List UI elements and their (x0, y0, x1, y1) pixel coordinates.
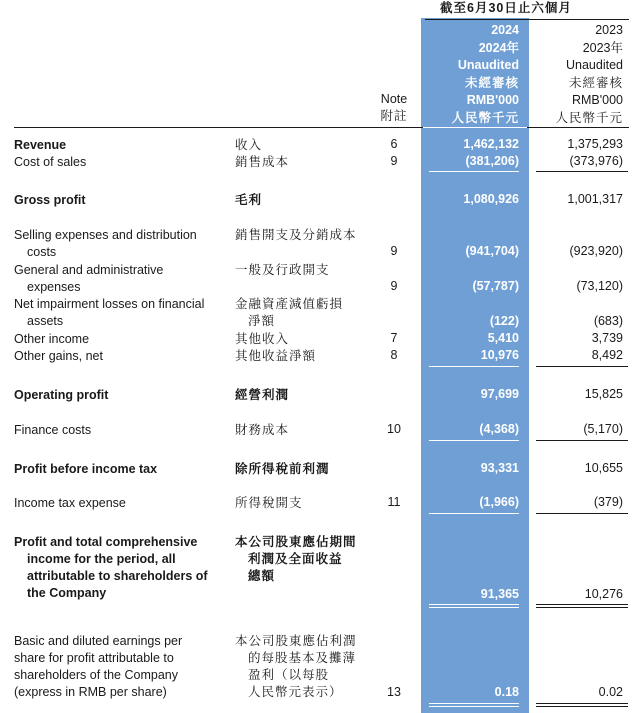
other-gains-2023: 8,492 (591, 348, 623, 362)
general-admin-label-line1: General and administrative (14, 263, 164, 277)
current-audit-status-zh: 未經審核 (464, 75, 519, 90)
eps-2023: 0.02 (598, 685, 623, 699)
income-tax-note: 11 (387, 495, 401, 509)
total-profit-label-line3: attributable to shareholders of (27, 569, 208, 583)
gross-profit-label-zh: 毛利 (235, 193, 263, 207)
other-income-2024: 5,410 (487, 331, 519, 345)
pbt-rule-2023 (536, 440, 628, 441)
other-income-label: Other income (14, 332, 90, 346)
total-rule-2023 (536, 513, 628, 514)
current-year: 2024 (491, 23, 519, 37)
impairment-label-line2: assets (27, 314, 64, 328)
income-tax-2023: (379) (593, 495, 623, 509)
note-header-zh: 附註 (380, 109, 408, 123)
note-header (372, 91, 416, 125)
cost-of-sales-2023: (373,976) (569, 154, 623, 168)
prior-audit-status: Unaudited (566, 58, 623, 72)
total-double-rule-2023-a (536, 604, 628, 605)
impairment-label-zh (235, 296, 343, 330)
eps-label-line1: Basic and diluted earnings per (14, 634, 183, 648)
finance-costs-2023: (5,170) (583, 422, 623, 436)
operating-profit-2023: 15,825 (584, 387, 623, 401)
prior-year: 2023 (595, 23, 623, 37)
total-rule-2024 (429, 513, 519, 514)
prior-period-header (527, 22, 623, 127)
prior-unit: RMB'000 (571, 93, 623, 107)
current-year-zh: 2024年 (478, 40, 519, 55)
revenue-2024: 1,462,132 (463, 137, 519, 151)
general-admin-label-zh: 一般及行政開支 (235, 263, 330, 277)
pbt-2024: 93,331 (480, 461, 519, 475)
selling-expenses-label (14, 227, 197, 261)
eps-label-line2: share for profit attributable to (14, 651, 174, 665)
eps-note: 13 (387, 685, 401, 699)
cost-of-sales-label-zh: 銷售成本 (235, 155, 290, 169)
other-gains-label-zh: 其他收益淨額 (235, 349, 317, 363)
general-admin-note: 9 (390, 279, 398, 293)
total-profit-label-zh (235, 534, 357, 585)
other-gains-label: Other gains, net (14, 349, 103, 363)
impairment-label (14, 296, 204, 330)
total-profit-2024: 91,365 (480, 587, 519, 601)
gross-profit-label: Gross profit (14, 193, 86, 207)
general-admin-2024: (57,787) (472, 279, 519, 293)
subtotal-rule-2023 (536, 171, 628, 172)
eps-label-zh-line3: 盈利（以每股 (248, 668, 330, 682)
cost-of-sales-note: 9 (390, 154, 398, 168)
current-audit-status: Unaudited (457, 58, 519, 72)
revenue-2023: 1,375,293 (567, 137, 623, 151)
operating-rule-2023 (536, 366, 628, 367)
eps-label-zh-line4: 人民幣元表示） (248, 685, 343, 699)
eps-2024: 0.18 (494, 685, 519, 699)
selling-expenses-2024: (941,704) (465, 244, 519, 258)
eps-label-zh-line2: 的每股基本及攤薄 (248, 651, 357, 665)
eps-label-line4: (express in RMB per share) (14, 685, 167, 699)
income-tax-label-zh: 所得稅開支 (235, 496, 303, 510)
general-admin-2023: (73,120) (576, 279, 623, 293)
period-heading: 截至6月30日止六個月 (440, 1, 572, 15)
other-gains-2024: 10,976 (480, 348, 519, 362)
operating-profit-2024: 97,699 (480, 387, 519, 401)
general-admin-label (14, 262, 163, 296)
other-income-note: 7 (390, 331, 398, 345)
total-profit-label-line2: income for the period, all (27, 552, 176, 566)
other-income-2023: 3,739 (591, 331, 623, 345)
eps-label (14, 633, 182, 701)
note-header-en: Note (380, 92, 408, 106)
impairment-2024: (122) (489, 314, 519, 328)
selling-expenses-label-line2: costs (27, 245, 57, 259)
impairment-label-zh-line1: 金融資產減值虧損 (235, 297, 344, 311)
total-profit-label (14, 534, 208, 602)
revenue-note: 6 (390, 137, 398, 151)
finance-costs-label-zh: 財務成本 (235, 423, 290, 437)
income-tax-label: Income tax expense (14, 496, 126, 510)
operating-profit-label: Operating profit (14, 388, 109, 402)
total-profit-label-zh-line3: 總額 (248, 569, 276, 583)
impairment-label-line1: Net impairment losses on financial (14, 297, 205, 311)
finance-costs-note: 10 (387, 422, 401, 436)
prior-year-zh: 2023年 (582, 40, 623, 55)
cost-of-sales-2024: (381,206) (465, 154, 519, 168)
eps-double-rule-2024-a (429, 703, 519, 704)
current-period-header (424, 22, 519, 127)
impairment-2023: (683) (593, 314, 623, 328)
finance-costs-label: Finance costs (14, 423, 92, 437)
header-rule (14, 127, 629, 128)
other-income-label-zh: 其他收入 (235, 332, 290, 346)
period-heading-rule (425, 19, 629, 20)
eps-label-zh (235, 633, 357, 701)
income-tax-2024: (1,966) (479, 495, 519, 509)
selling-expenses-label-line1: Selling expenses and distribution (14, 228, 197, 242)
eps-double-rule-2024-b (429, 706, 519, 707)
prior-audit-status-zh: 未經審核 (568, 75, 623, 90)
selling-expenses-2023: (923,920) (569, 244, 623, 258)
eps-label-zh-line1: 本公司股東應佔利潤 (235, 634, 357, 648)
current-unit: RMB'000 (466, 93, 519, 107)
total-double-rule-2024-b (429, 607, 519, 608)
total-profit-label-line4: the Company (27, 586, 107, 600)
eps-double-rule-2023-a (536, 703, 628, 704)
operating-rule-2024 (429, 366, 519, 367)
total-profit-label-zh-line2: 利潤及全面收益 (248, 552, 343, 566)
total-profit-2023: 10,276 (584, 587, 623, 601)
operating-profit-label-zh: 經營利潤 (235, 388, 290, 402)
revenue-label: Revenue (14, 138, 67, 152)
finance-costs-2024: (4,368) (479, 422, 519, 436)
pbt-label-zh: 除所得稅前利潤 (235, 462, 330, 476)
gross-profit-2024: 1,080,926 (463, 192, 519, 206)
pbt-2023: 10,655 (584, 461, 623, 475)
total-profit-label-zh-line1: 本公司股東應佔期間 (235, 535, 357, 549)
general-admin-label-line2: expenses (27, 280, 81, 294)
total-double-rule-2024-a (429, 604, 519, 605)
cost-of-sales-label: Cost of sales (14, 155, 87, 169)
gross-profit-2023: 1,001,317 (567, 192, 623, 206)
revenue-label-zh: 收入 (235, 138, 263, 152)
current-unit-zh: 人民幣千元 (451, 110, 519, 125)
total-profit-label-line1: Profit and total comprehensive (14, 535, 198, 549)
eps-label-line3: shareholders of the Company (14, 668, 178, 682)
eps-double-rule-2023-b (536, 706, 628, 707)
pbt-label: Profit before income tax (14, 462, 158, 476)
impairment-label-zh-line2: 淨額 (248, 314, 276, 328)
total-double-rule-2023-b (536, 607, 628, 608)
selling-expenses-label-zh: 銷售開支及分銷成本 (235, 228, 357, 242)
subtotal-rule-2024 (429, 171, 519, 172)
prior-unit-zh: 人民幣千元 (555, 110, 623, 125)
selling-expenses-note: 9 (390, 244, 398, 258)
header-rule-highlight (423, 127, 527, 128)
other-gains-note: 8 (390, 348, 398, 362)
pbt-rule-2024 (429, 440, 519, 441)
